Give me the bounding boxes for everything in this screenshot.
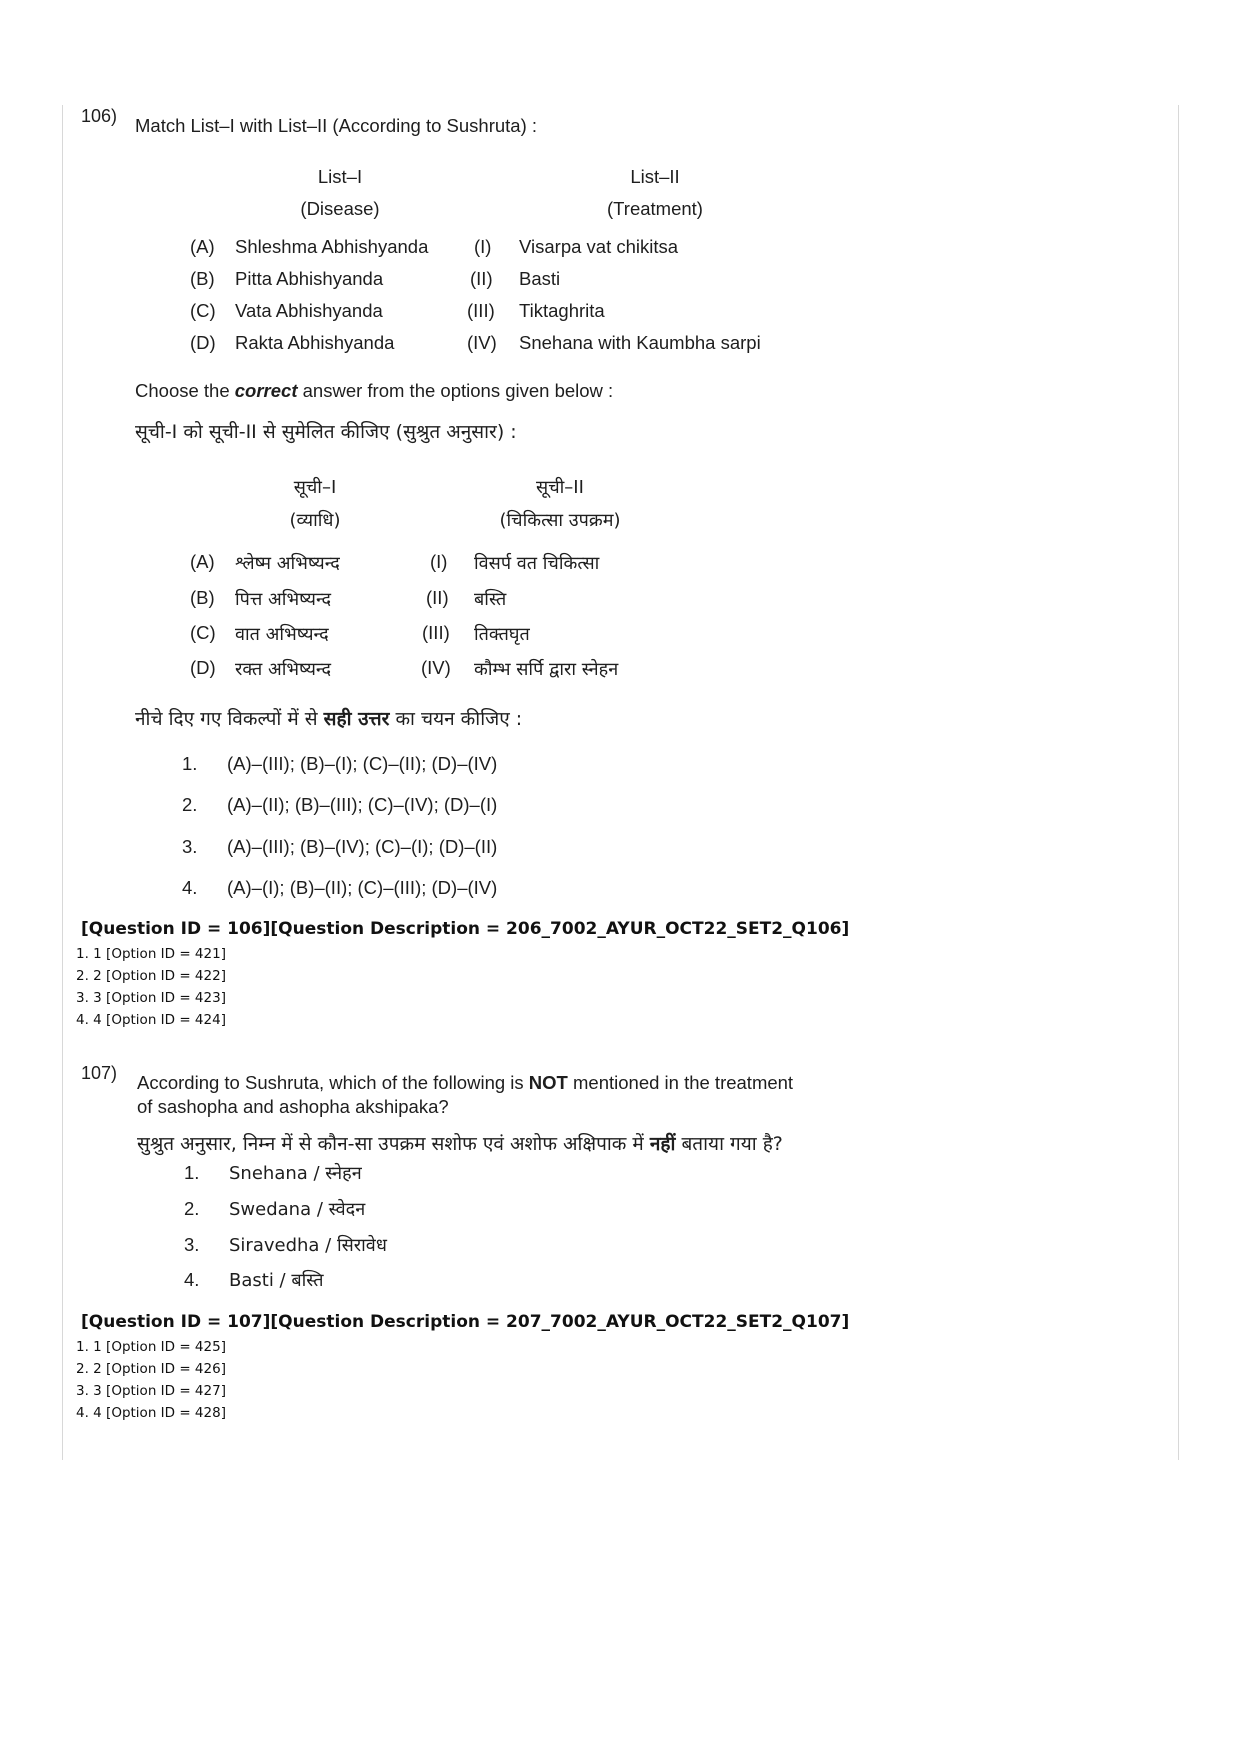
row-match: Tiktaghrita — [519, 300, 605, 321]
question-number: 107) — [81, 1063, 118, 1083]
question-stem-en: According to Sushruta, which of the following is NOT mentioned in the treatment — [137, 1072, 794, 1093]
question-stem-en-line2: of sashopha and ashopha akshipaka? — [137, 1096, 449, 1117]
row-item: श्लेष्म अभिष्यन्द — [235, 553, 340, 574]
option-id: 1. 1 [Option ID = 425] — [76, 1339, 226, 1355]
option-text: Basti / बस्ति — [229, 1270, 324, 1291]
page-border-left — [62, 105, 63, 1460]
row-num: (II) — [470, 268, 493, 289]
row-match: Visarpa vat chikitsa — [519, 236, 679, 257]
option-id: 2. 2 [Option ID = 426] — [76, 1361, 226, 1377]
list2-title-en: List–II — [630, 166, 680, 187]
option-text: Snehana / स्नेहन — [229, 1163, 362, 1184]
row-match: Snehana with Kaumbha sarpi — [519, 332, 761, 353]
row-match: बस्ति — [474, 589, 507, 610]
list1-title-hi: सूची–I — [293, 477, 337, 498]
question-stem-hi: सुश्रुत अनुसार, निम्न में से कौन-सा उपक्रम सशोफ एवं अशोफ अक्षिपाक में नहीं बताया गया है? — [137, 1133, 783, 1155]
row-key: (B) — [190, 268, 215, 289]
row-item: वात अभिष्यन्द — [235, 624, 329, 645]
option-text: Swedana / स्वेदन — [229, 1199, 366, 1220]
list2-subtitle-en: (Treatment) — [607, 198, 703, 219]
row-item: Vata Abhishyanda — [235, 300, 383, 321]
choose-instruction-en: Choose the correct answer from the options given below : — [135, 380, 614, 401]
row-key: (B) — [190, 587, 215, 608]
row-num: (I) — [474, 236, 492, 257]
row-key: (A) — [190, 236, 215, 257]
option-id: 3. 3 [Option ID = 427] — [76, 1383, 226, 1399]
row-item: रक्त अभिष्यन्द — [235, 659, 332, 680]
option-id: 3. 3 [Option ID = 423] — [76, 990, 226, 1006]
option-id: 2. 2 [Option ID = 422] — [76, 968, 226, 984]
row-key: (A) — [190, 551, 215, 572]
row-match: विसर्प वत चिकित्सा — [474, 553, 600, 574]
option-id: 4. 4 [Option ID = 428] — [76, 1405, 226, 1421]
question-meta: [Question ID = 107][Question Description = 207_7002_AYUR_OCT22_SET2_Q107] — [81, 1312, 850, 1332]
row-num: (I) — [430, 551, 448, 572]
question-number: 106) — [81, 106, 118, 126]
option-number: 4. — [184, 1269, 200, 1290]
option-text: (A)–(II); (B)–(III); (C)–(IV); (D)–(I) — [227, 794, 498, 815]
option-text: Siravedha / सिरावेध — [229, 1235, 387, 1256]
question-stem-hi: सूची-I को सूची-II से सुमेलित कीजिए (सुश्रुत अनुसार) : — [135, 421, 517, 443]
option-number: 1. — [184, 1162, 200, 1183]
row-num: (III) — [422, 622, 450, 643]
row-match: तिक्तघृत — [474, 624, 530, 645]
row-key: (C) — [190, 300, 216, 321]
list2-subtitle-hi: (चिकित्सा उपक्रम) — [499, 510, 621, 531]
row-num: (IV) — [421, 657, 451, 678]
row-item: पित्त अभिष्यन्द — [235, 589, 332, 610]
option-number: 1. — [182, 753, 198, 774]
row-match: Basti — [519, 268, 561, 289]
option-text: (A)–(I); (B)–(II); (C)–(III); (D)–(IV) — [227, 877, 498, 898]
page-border-right — [1178, 105, 1179, 1460]
row-num: (IV) — [467, 332, 497, 353]
option-text: (A)–(III); (B)–(I); (C)–(II); (D)–(IV) — [227, 753, 498, 774]
row-item: Shleshma Abhishyanda — [235, 236, 429, 257]
option-number: 2. — [184, 1198, 200, 1219]
row-key: (D) — [190, 332, 216, 353]
row-num: (III) — [467, 300, 495, 321]
question-meta: [Question ID = 106][Question Description = 206_7002_AYUR_OCT22_SET2_Q106] — [81, 919, 850, 939]
list2-title-hi: सूची–II — [536, 477, 584, 498]
choose-instruction-hi: नीचे दिए गए विकल्पों में से सही उत्तर का चयन कीजिए : — [135, 708, 523, 730]
option-number: 3. — [182, 836, 198, 857]
option-number: 3. — [184, 1234, 200, 1255]
row-item: Pitta Abhishyanda — [235, 268, 384, 289]
option-id: 4. 4 [Option ID = 424] — [76, 1012, 226, 1028]
list1-subtitle-en: (Disease) — [300, 198, 380, 219]
option-number: 2. — [182, 794, 198, 815]
row-key: (D) — [190, 657, 216, 678]
row-item: Rakta Abhishyanda — [235, 332, 395, 353]
row-key: (C) — [190, 622, 216, 643]
row-num: (II) — [426, 587, 449, 608]
option-number: 4. — [182, 877, 198, 898]
list1-title-en: List–I — [317, 166, 363, 187]
option-text: (A)–(III); (B)–(IV); (C)–(I); (D)–(II) — [227, 836, 498, 857]
list1-subtitle-hi: (व्याधि) — [289, 510, 341, 531]
option-id: 1. 1 [Option ID = 421] — [76, 946, 226, 962]
question-stem-en: Match List–I with List–II (According to Sushruta) : — [135, 115, 538, 136]
row-match: कौम्भ सर्पि द्वारा स्नेहन — [474, 659, 619, 680]
